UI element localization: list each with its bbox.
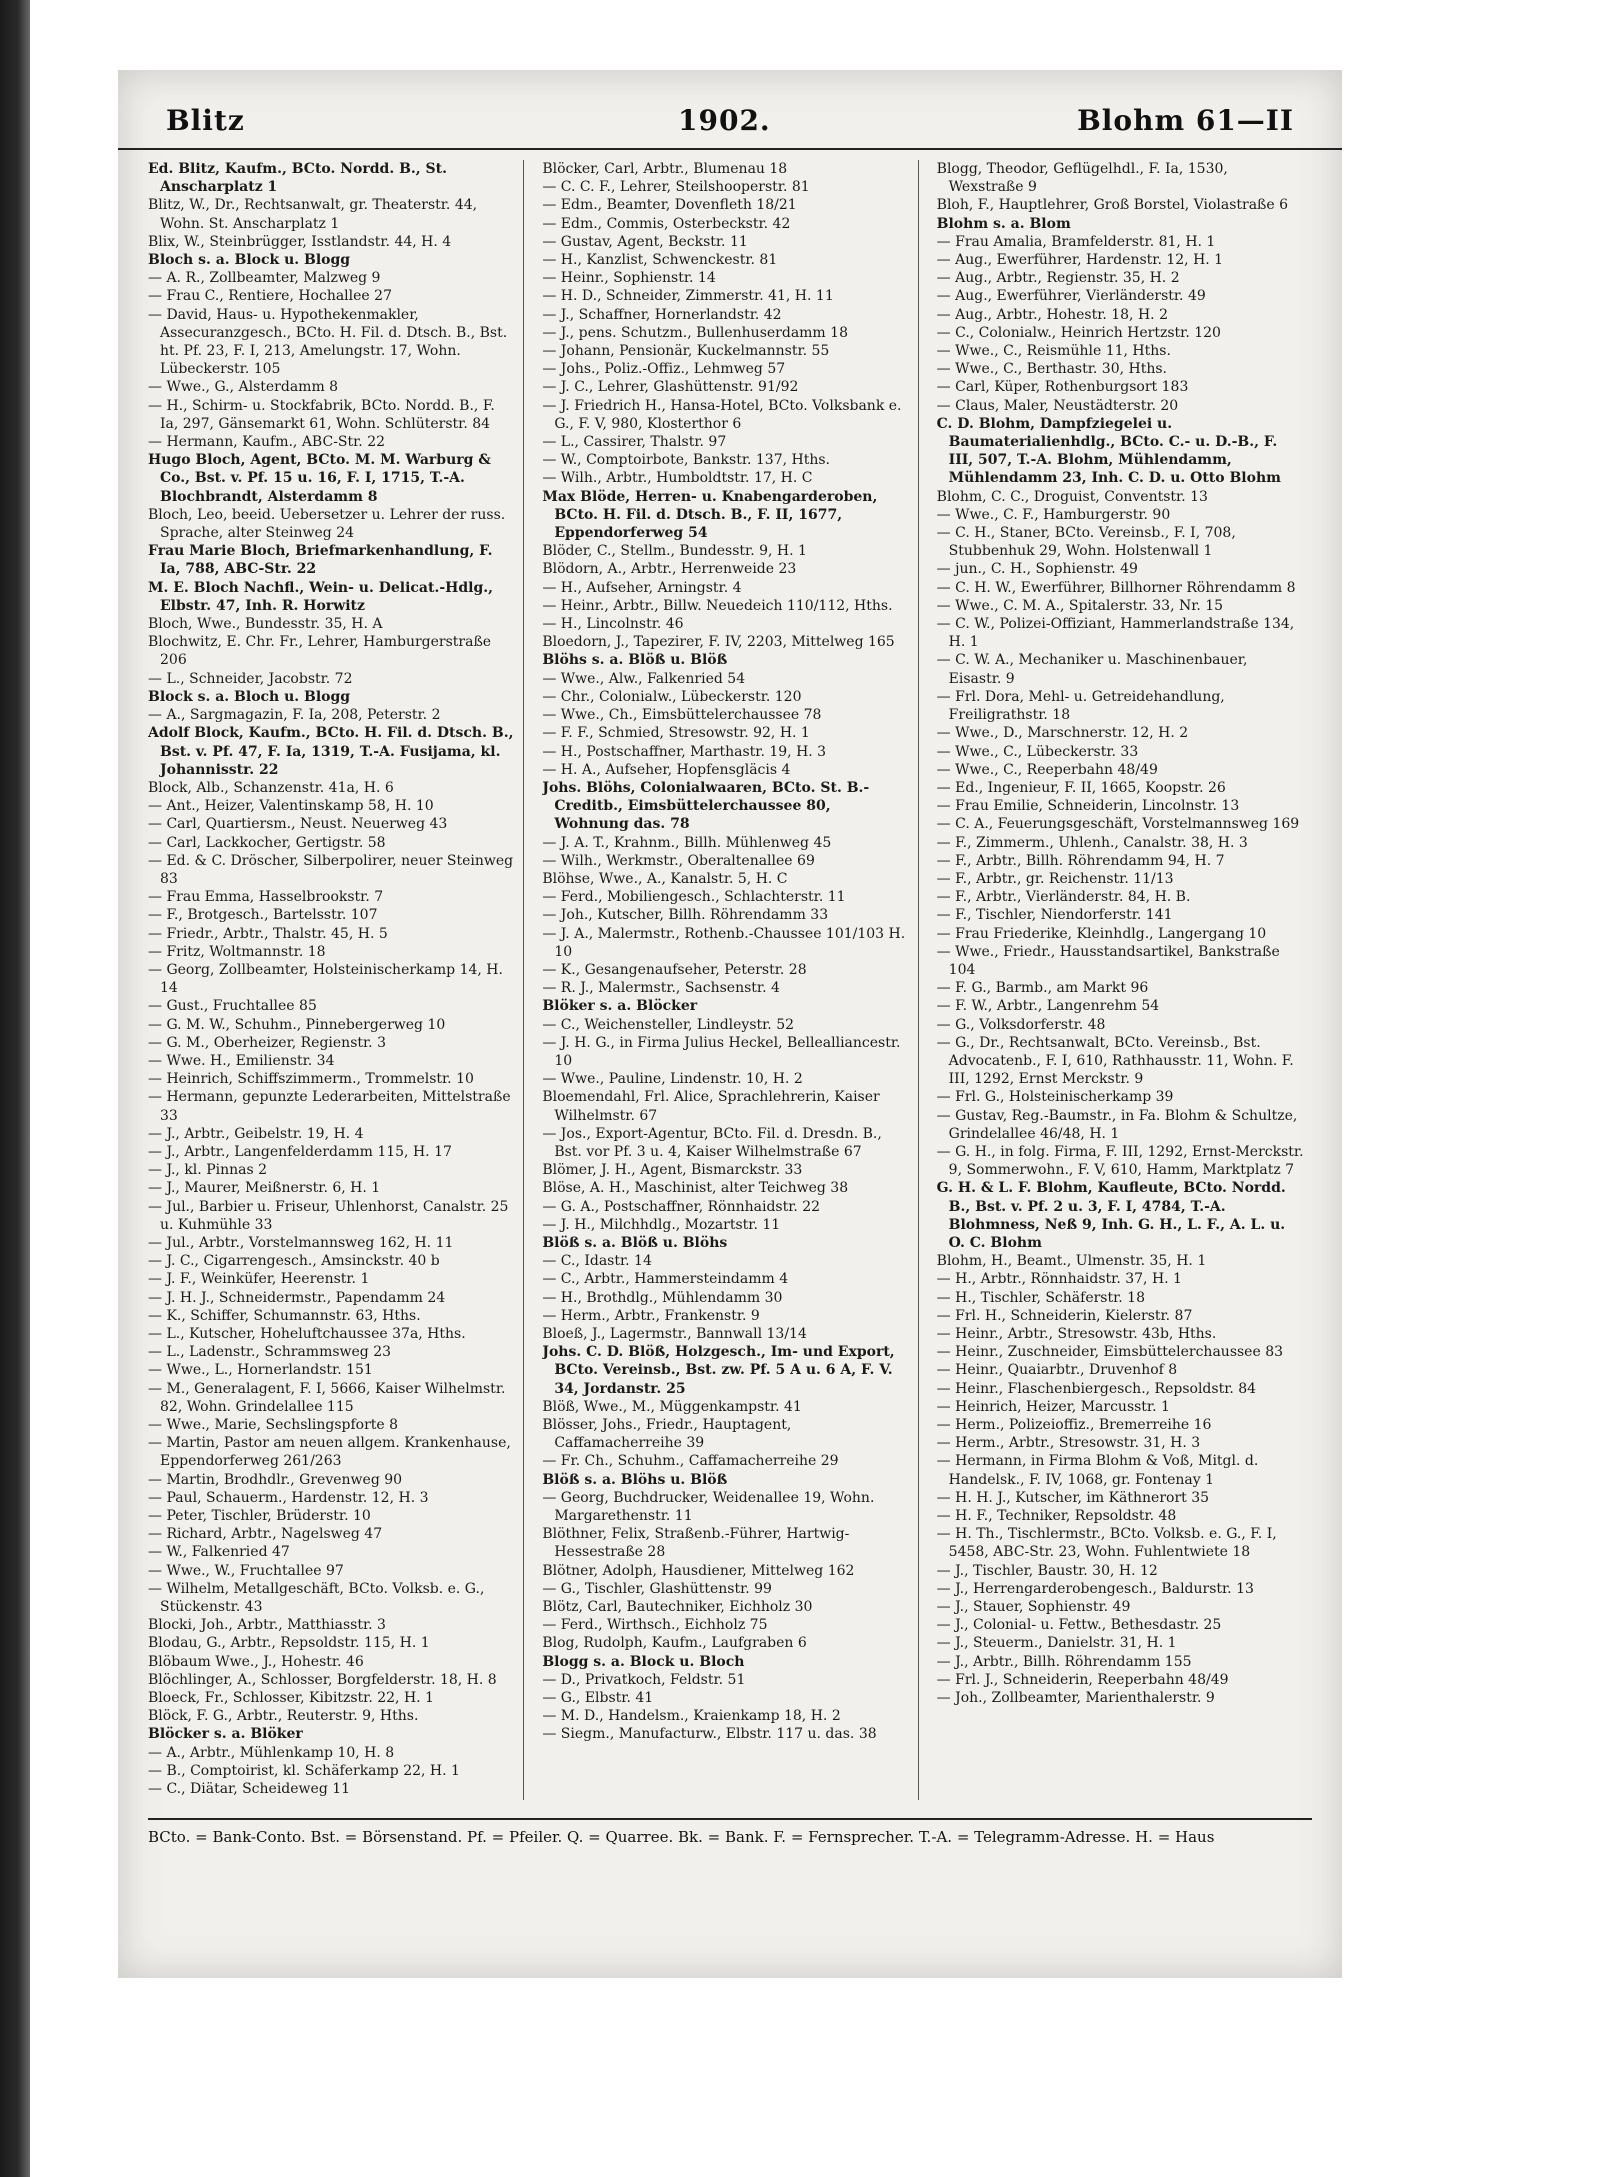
directory-entry: Blogg, Theodor, Geflügelhdl., F. Ia, 1530, Wexstraße 9 [936, 161, 1228, 196]
directory-entry: — Heinrich, Schiffszimmerm., Trommelstr. 10 [148, 1071, 474, 1088]
directory-entry: — Georg, Zollbeamter, Holsteinischerkamp 14, H. 14 [148, 961, 503, 997]
directory-entry: — J., kl. Pinnas 2 [148, 1162, 268, 1179]
directory-entry: — G. A., Postschaffner, Rönnhaidstr. 22 [542, 1198, 821, 1215]
directory-entry: Blöker s. a. Blöcker [542, 998, 698, 1015]
directory-entry: — Wwe., G., Alsterdamm 8 [148, 379, 339, 396]
directory-entry: — C. W., Polizei-Offiziant, Hammerlandstraße 134, H. 1 [936, 616, 1295, 651]
directory-entry: Johs. C. D. Blöß, Holzgesch., Im- und Export, BCto. Vereinsb., Bst. zw. Pf. 5 A u. 6 A, F. V. 34, Jordanstr. 25 [542, 1344, 895, 1397]
directory-entry: — J. H., Milchhdlg., Mozartstr. 11 [542, 1216, 781, 1233]
directory-entry: — Carl, Quartiersm., Neust. Neuerweg 43 [148, 816, 448, 833]
directory-entry: — K., Schiffer, Schumannstr. 63, Hths. [148, 1307, 421, 1324]
directory-columns [148, 160, 1312, 1800]
directory-entry: Blöse, A. H., Maschinist, alter Teichweg 38 [542, 1180, 849, 1197]
directory-entry: — Wwe., C., Lübeckerstr. 33 [936, 743, 1139, 760]
directory-entry: — Wilh., Werkmstr., Oberaltenallee 69 [542, 852, 815, 869]
directory-entry: — Wwe., Ch., Eimsbüttelerchaussee 78 [542, 707, 822, 724]
directory-entry: — Hermann, gepunzte Lederarbeiten, Mittelstraße 33 [148, 1089, 511, 1124]
directory-entry: — A. R., Zollbeamter, Malzweg 9 [148, 270, 381, 287]
directory-entry: — B., Comptoirist, kl. Schäferkamp 22, H. 1 [148, 1762, 460, 1779]
directory-entry: Blog, Rudolph, Kaufm., Laufgraben 6 [542, 1635, 807, 1652]
directory-entry: Max Blöde, Herren- u. Knabengarderoben, BCto. H. Fil. d. Dtsch. B., F. II, 1677, Eppendorferweg 54 [542, 488, 878, 542]
directory-entry: — G., Tischler, Glashüttenstr. 99 [542, 1580, 772, 1597]
directory-entry: Blodau, G., Arbtr., Repsoldstr. 115, H. 1 [148, 1635, 430, 1652]
directory-entry: — Siegm., Manufacturw., Elbstr. 117 u. das. 38 [542, 1726, 877, 1743]
directory-entry: — Carl, Küper, Rothenburgsort 183 [936, 379, 1189, 396]
directory-entry: Blöhs s. a. Blöß u. Blöß [542, 652, 728, 669]
directory-entry: Blödorn, A., Arbtr., Herrenweide 23 [542, 561, 797, 578]
directory-entry: — Frl. H., Schneiderin, Kielerstr. 87 [936, 1307, 1193, 1324]
directory-entry: — Heinr., Zuschneider, Eimsbüttelerchaussee 83 [936, 1344, 1284, 1361]
directory-entry: — J., Tischler, Baustr. 30, H. 12 [936, 1562, 1158, 1579]
directory-entry: — J. H. J., Schneidermstr., Papendamm 24 [148, 1289, 446, 1306]
directory-entry: — Aug., Arbtr., Hohestr. 18, H. 2 [936, 306, 1168, 323]
directory-entry: Bloemendahl, Frl. Alice, Sprachlehrerin, Kaiser Wilhelmstr. 67 [542, 1089, 880, 1124]
directory-entry: — Wwe., C., Reeperbahn 48/49 [936, 761, 1158, 778]
header-left-keyword: Blitz [166, 104, 245, 137]
directory-entry: — Frl. J., Schneiderin, Reeperbahn 48/49 [936, 1671, 1229, 1688]
directory-entry: — Paul, Schauerm., Hardenstr. 12, H. 3 [148, 1489, 429, 1506]
directory-entry: — David, Haus- u. Hypothekenmakler, Assecuranzgesch., BCto. H. Fil. d. Dtsch. B., Bst. ht. Pf. 23, F. I, 213, Amelungstr. 17, Wohn. Lübeckerstr. 105 [148, 306, 508, 378]
directory-entry: Blöß s. a. Blöhs u. Blöß [542, 1471, 728, 1488]
directory-entry: — Ferd., Mobiliengesch., Schlachterstr. 11 [542, 889, 846, 906]
directory-entry: Hugo Bloch, Agent, BCto. M. M. Warburg & Co., Bst. v. Pf. 15 u. 16, F. I, 1715, T.-A. Blochbrandt, Alsterdamm 8 [148, 452, 491, 505]
directory-entry: — Wilh., Arbtr., Humboldtstr. 17, H. C [542, 470, 813, 487]
directory-entry: — H. F., Techniker, Repsoldstr. 48 [936, 1508, 1177, 1525]
directory-entry: Bloch, Wwe., Bundesstr. 35, H. A [148, 616, 383, 633]
directory-entry: — F., Arbtr., Vierländerstr. 84, H. B. [936, 889, 1191, 906]
directory-entry: Blösser, Johs., Friedr., Hauptagent, Caffamacherreihe 39 [542, 1417, 792, 1452]
directory-entry: — C., Weichensteller, Lindleystr. 52 [542, 1016, 795, 1033]
directory-entry: — L., Ladenstr., Schrammsweg 23 [148, 1344, 392, 1361]
directory-entry: — Aug., Ewerführer, Vierländerstr. 49 [936, 288, 1206, 305]
directory-entry: Bloedorn, J., Tapezirer, F. IV, 2203, Mittelweg 165 [542, 634, 895, 651]
directory-entry: C. D. Blohm, Dampfziegelei u. Baumaterialienhdlg., BCto. C.- u. D.-B., F. III, 507, T.-A. Blohm, Mühlendamm, Mühlendamm 23, Inh. C. D. u. Otto Blohm [936, 415, 1281, 487]
directory-entry: — F. G., Barmb., am Markt 96 [936, 980, 1149, 997]
directory-entry: Blohm, H., Beamt., Ulmenstr. 35, H. 1 [936, 1253, 1207, 1270]
column-3 [937, 160, 1312, 1800]
directory-entry: — Wwe., C. M. A., Spitalerstr. 33, Nr. 15 [936, 597, 1224, 614]
directory-entry: Adolf Block, Kaufm., BCto. H. Fil. d. Dtsch. B., Bst. v. Pf. 47, F. Ia, 1319, T.-A. Fusijama, kl. Johannisstr. 22 [148, 725, 514, 778]
directory-entry: — M. D., Handelsm., Kraienkamp 18, H. 2 [542, 1708, 841, 1725]
directory-entry: — Gust., Fruchtallee 85 [148, 998, 317, 1015]
directory-entry: — C., Colonialw., Heinrich Hertzstr. 120 [936, 324, 1221, 341]
directory-entry: — Ant., Heizer, Valentinskamp 58, H. 10 [148, 798, 434, 815]
directory-entry: — Frl. Dora, Mehl- u. Getreidehandlung, Freiligrathstr. 18 [936, 688, 1225, 724]
directory-entry: — F., Zimmerm., Uhlenh., Canalstr. 38, H. 3 [936, 834, 1248, 851]
directory-entry: — H. H. J., Kutscher, im Käthnerort 35 [936, 1489, 1210, 1506]
directory-entry: — Heinr., Flaschenbiergesch., Repsoldstr. 84 [936, 1380, 1257, 1397]
directory-entry: — L., Schneider, Jacobstr. 72 [148, 670, 353, 687]
directory-entry: Blöchlinger, A., Schlosser, Borgfelderstr. 18, H. 8 [148, 1671, 497, 1688]
directory-entry: — C. H., Staner, BCto. Vereinsb., F. I, 708, Stubbenhuk 29, Wohn. Holstenwall 1 [936, 525, 1236, 560]
directory-entry: Johs. Blöhs, Colonialwaaren, BCto. St. B.-Creditb., Eimsbüttelerchaussee 80, Wohnung das. 78 [542, 779, 870, 833]
directory-entry: Blöcker, Carl, Arbtr., Blumenau 18 [542, 161, 788, 177]
directory-entry: — Friedr., Arbtr., Thalstr. 45, H. 5 [148, 925, 388, 942]
directory-entry: — Wwe., Pauline, Lindenstr. 10, H. 2 [542, 1071, 803, 1088]
directory-entry: — C., Diätar, Scheideweg 11 [148, 1781, 351, 1798]
directory-entry: — Jul., Barbier u. Friseur, Uhlenhorst, Canalstr. 25 u. Kuhmühle 33 [148, 1198, 509, 1233]
directory-entry: Blochwitz, E. Chr. Fr., Lehrer, Hamburgerstraße 206 [148, 634, 492, 669]
directory-entry: — J., Steuerm., Danielstr. 31, H. 1 [936, 1635, 1177, 1652]
directory-entry: — Jul., Arbtr., Vorstelmannsweg 162, H. 11 [148, 1234, 454, 1251]
directory-entry: — J. Friedrich H., Hansa-Hotel, BCto. Volksbank e. G., F. V, 980, Klosterthor 6 [542, 397, 902, 432]
directory-entry: — H., Aufseher, Arningstr. 4 [542, 579, 742, 596]
directory-entry: — J. C., Cigarrengesch., Amsinckstr. 40 b [148, 1253, 440, 1270]
directory-entry: Bloch, Leo, beeid. Uebersetzer u. Lehrer der russ. Sprache, alter Steinweg 24 [148, 506, 506, 542]
directory-entry: Bloeck, Fr., Schlosser, Kibitzstr. 22, H. 1 [148, 1690, 434, 1707]
directory-entry: Blöß s. a. Blöß u. Blöhs [542, 1234, 728, 1251]
directory-entry: — J. H. G., in Firma Julius Heckel, Bellealliancestr. 10 [542, 1034, 901, 1069]
directory-entry: — H. D., Schneider, Zimmerstr. 41, H. 11 [542, 288, 834, 305]
directory-entry: — F., Brotgesch., Bartelsstr. 107 [148, 907, 378, 924]
directory-entry: — H., Schirm- u. Stockfabrik, BCto. Nordd. B., F. Ia, 297, Gänsemarkt 61, Wohn. Schlüterstr. 84 [148, 397, 495, 432]
directory-entry: — Edm., Beamter, Dovenfleth 18/21 [542, 197, 797, 214]
directory-entry: Blohm s. a. Blom [936, 215, 1071, 232]
directory-entry: — F., Arbtr., Billh. Röhrendamm 94, H. 7 [936, 852, 1225, 869]
directory-entry: — Johann, Pensionär, Kuckelmannstr. 55 [542, 343, 830, 360]
directory-entry: — Wwe., W., Fruchtallee 97 [148, 1562, 344, 1579]
directory-entry: — Frau C., Rentiere, Hochallee 27 [148, 288, 392, 305]
binding-edge [0, 0, 30, 2177]
directory-entry: — Ed. & C. Dröscher, Silberpolirer, neuer Steinweg 83 [148, 852, 514, 887]
directory-entry: — Heinr., Arbtr., Billw. Neuedeich 110/112, Hths. [542, 597, 893, 614]
header-right-keyword-page: Blohm 61—II [1077, 104, 1294, 137]
directory-entry: — Jos., Export-Agentur, BCto. Fil. d. Dresdn. B., Bst. vor Pf. 3 u. 4, Kaiser Wilhelmstraße 67 [542, 1125, 882, 1160]
directory-entry: — Gustav, Agent, Beckstr. 11 [542, 233, 748, 250]
directory-entry: — G., Dr., Rechtsanwalt, BCto. Vereinsb., Bst. Advocatenb., F. I, 610, Rathhausstr. 11, Wohn. F. III, 1292, Ernst Merckstr. 9 [936, 1034, 1294, 1088]
directory-entry: — Gustav, Reg.-Baumstr., in Fa. Blohm & Schultze, Grindelallee 46/48, H. 1 [936, 1107, 1298, 1142]
directory-entry: — Frau Emma, Hasselbrookstr. 7 [148, 889, 384, 906]
directory-entry: Blocki, Joh., Arbtr., Matthiasstr. 3 [148, 1617, 386, 1634]
directory-entry: — Fr. Ch., Schuhm., Caffamacherreihe 29 [542, 1453, 839, 1470]
directory-entry: — Frau Friederike, Kleinhdlg., Langergang 10 [936, 925, 1267, 942]
directory-entry: — Edm., Commis, Osterbeckstr. 42 [542, 215, 791, 232]
directory-entry: — J., Colonial- u. Fettw., Bethesdastr. 25 [936, 1617, 1222, 1634]
directory-entry: — W., Falkenried 47 [148, 1544, 290, 1561]
directory-entry: — Peter, Tischler, Brüderstr. 10 [148, 1508, 371, 1525]
directory-entry: — Frl. G., Holsteinischerkamp 39 [936, 1089, 1174, 1106]
directory-entry: — F., Tischler, Niendorferstr. 141 [936, 907, 1173, 924]
directory-entry: — Hermann, in Firma Blohm & Voß, Mitgl. d. Handelsk., F. IV, 1068, gr. Fontenay 1 [936, 1453, 1259, 1488]
directory-entry: Bloeß, J., Lagermstr., Bannwall 13/14 [542, 1326, 807, 1342]
directory-entry: — Carl, Lackkocher, Gertigstr. 58 [148, 834, 386, 851]
directory-entry: — R. J., Malermstr., Sachsenstr. 4 [542, 980, 780, 997]
directory-entry: — Fritz, Woltmannstr. 18 [148, 943, 326, 960]
directory-entry: — F. W., Arbtr., Langenrehm 54 [936, 998, 1160, 1015]
directory-entry: — Ed., Ingenieur, F. II, 1665, Koopstr. 26 [936, 779, 1226, 796]
directory-entry: Ed. Blitz, Kaufm., BCto. Nordd. B., St. Anscharplatz 1 [148, 161, 448, 196]
directory-entry: — J., Arbtr., Geibelstr. 19, H. 4 [148, 1125, 364, 1142]
directory-entry: Blömer, J. H., Agent, Bismarckstr. 33 [542, 1162, 803, 1179]
directory-entry: — Herm., Arbtr., Stresowstr. 31, H. 3 [936, 1435, 1201, 1452]
directory-entry: — J. A. T., Krahnm., Billh. Mühlenweg 45 [542, 834, 832, 851]
directory-entry: — J. C., Lehrer, Glashüttenstr. 91/92 [542, 379, 799, 396]
directory-entry: — J., Stauer, Sophienstr. 49 [936, 1599, 1131, 1616]
directory-entry: — C. C. F., Lehrer, Steilshooperstr. 81 [542, 179, 810, 196]
directory-entry: — G. M. W., Schuhm., Pinnebergerweg 10 [148, 1016, 446, 1033]
directory-entry: Blix, W., Steinbrügger, Isstlandstr. 44, H. 4 [148, 233, 452, 250]
directory-entry: — Richard, Arbtr., Nagelsweg 47 [148, 1526, 383, 1543]
page-header [118, 104, 1342, 150]
directory-entry: — Georg, Buchdrucker, Weidenallee 19, Wohn. Margarethenstr. 11 [542, 1489, 875, 1525]
directory-entry: — Heinr., Quaiarbtr., Druvenhof 8 [936, 1362, 1178, 1379]
directory-entry: — Wwe., Friedr., Hausstandsartikel, Bankstraße 104 [936, 943, 1280, 978]
directory-entry: — Wwe., L., Hornerlandstr. 151 [148, 1362, 373, 1379]
directory-entry: — C., Arbtr., Hammersteindamm 4 [542, 1271, 789, 1288]
directory-entry: — J., Maurer, Meißnerstr. 6, H. 1 [148, 1180, 381, 1197]
directory-entry: — D., Privatkoch, Feldstr. 51 [542, 1671, 746, 1688]
header-year: 1902. [678, 104, 771, 137]
directory-entry: Blöcker s. a. Blöker [148, 1726, 303, 1743]
directory-entry: — A., Arbtr., Mühlenkamp 10, H. 8 [148, 1744, 395, 1761]
directory-entry: Blohm, C. C., Droguist, Conventstr. 13 [936, 488, 1208, 505]
directory-entry: Blogg s. a. Block u. Bloch [542, 1653, 745, 1670]
directory-entry: — Wwe., Marie, Sechslingspforte 8 [148, 1417, 399, 1434]
directory-entry: — L., Kutscher, Hoheluftchaussee 37a, Hths. [148, 1326, 466, 1342]
directory-entry: — Herm., Polizeioffiz., Bremerreihe 16 [936, 1417, 1212, 1434]
directory-entry: — H., Postschaffner, Marthastr. 19, H. 3 [542, 743, 827, 760]
directory-entry: — F. F., Schmied, Stresowstr. 92, H. 1 [542, 725, 810, 742]
directory-entry: Blöck, F. G., Arbtr., Reuterstr. 9, Hths. [148, 1708, 419, 1725]
directory-entry: — Hermann, Kaufm., ABC-Str. 22 [148, 434, 386, 451]
directory-entry: — J. F., Weinküfer, Heerenstr. 1 [148, 1271, 370, 1288]
directory-entry: — Joh., Kutscher, Billh. Röhrendamm 33 [542, 907, 829, 924]
directory-entry: Bloch s. a. Block u. Blogg [148, 252, 351, 269]
directory-entry: M. E. Bloch Nachfl., Wein- u. Delicat.-Hdlg., Elbstr. 47, Inh. R. Horwitz [148, 579, 494, 614]
directory-entry: — H., Lincolnstr. 46 [542, 616, 684, 633]
directory-entry: — H., Brothdlg., Mühlendamm 30 [542, 1289, 783, 1306]
directory-entry: — Martin, Brodhdlr., Grevenweg 90 [148, 1471, 403, 1488]
directory-entry: Blöß, Wwe., M., Müggenkampstr. 41 [542, 1398, 802, 1415]
directory-entry: — W., Comptoirbote, Bankstr. 137, Hths. [542, 452, 830, 469]
directory-entry: Blitz, W., Dr., Rechtsanwalt, gr. Theaterstr. 44, Wohn. St. Anscharplatz 1 [148, 197, 478, 232]
directory-entry: Frau Marie Bloch, Briefmarkenhandlung, F. Ia, 788, ABC-Str. 22 [148, 543, 493, 578]
directory-entry: — H., Kanzlist, Schwenckestr. 81 [542, 252, 778, 269]
directory-entry: — Ferd., Wirthsch., Eichholz 75 [542, 1617, 768, 1634]
directory-entry: — Frau Amalia, Bramfelderstr. 81, H. 1 [936, 233, 1216, 250]
directory-entry: — G. H., in folg. Firma, F. III, 1292, Ernst-Merckstr. 9, Sommerwohn., F. V, 610, Hamm, Marktplatz 7 [936, 1143, 1304, 1179]
directory-entry: — H., Arbtr., Rönnhaidstr. 37, H. 1 [936, 1271, 1182, 1288]
directory-entry: — J., Arbtr., Billh. Röhrendamm 155 [936, 1653, 1192, 1670]
directory-entry: — J., Arbtr., Langenfelderdamm 115, H. 17 [148, 1143, 452, 1160]
directory-entry: — Aug., Arbtr., Regienstr. 35, H. 2 [936, 270, 1180, 287]
directory-entry: Blöthner, Felix, Straßenb.-Führer, Hartwig-Hessestraße 28 [542, 1526, 850, 1561]
directory-entry: Blöbaum Wwe., J., Hohestr. 46 [148, 1653, 364, 1670]
directory-entry: — Wwe., C., Reismühle 11, Hths. [936, 343, 1171, 360]
directory-entry: — G., Elbstr. 41 [542, 1690, 654, 1707]
directory-entry: — M., Generalagent, F. I, 5666, Kaiser Wilhelmstr. 82, Wohn. Grindelallee 115 [148, 1380, 506, 1415]
directory-entry: — jun., C. H., Sophienstr. 49 [936, 561, 1138, 578]
directory-entry: — Claus, Maler, Neustädterstr. 20 [936, 397, 1179, 414]
directory-entry: — Wwe. H., Emilienstr. 34 [148, 1052, 335, 1069]
directory-entry: — Heinr., Sophienstr. 14 [542, 270, 716, 287]
directory-entry: — Wilhelm, Metallgeschäft, BCto. Volksb. e. G., Stückenstr. 43 [148, 1580, 485, 1616]
directory-entry: — J., pens. Schutzm., Bullenhuserdamm 18 [542, 324, 848, 341]
directory-entry: — Wwe., C. F., Hamburgerstr. 90 [936, 506, 1171, 523]
directory-entry: — Wwe., D., Marschnerstr. 12, H. 2 [936, 725, 1189, 742]
column-1 [148, 160, 524, 1800]
directory-entry: Block, Alb., Schanzenstr. 41a, H. 6 [148, 779, 394, 796]
directory-entry: — F., Arbtr., gr. Reichenstr. 11/13 [936, 870, 1174, 887]
directory-entry: — C. W. A., Mechaniker u. Maschinenbauer, Eisastr. 9 [936, 652, 1248, 687]
directory-entry: — C. A., Feuerungsgeschäft, Vorstelmannsweg 169 [936, 816, 1300, 833]
directory-entry: — H. Th., Tischlermstr., BCto. Volksb. e. G., F. I, 5458, ABC-Str. 23, Wohn. Fuhlentwiete 18 [936, 1526, 1277, 1561]
directory-entry: Blöhse, Wwe., A., Kanalstr. 5, H. C [542, 870, 788, 887]
directory-entry: — Herm., Arbtr., Frankenstr. 9 [542, 1307, 760, 1324]
directory-entry: — G., Volksdorferstr. 48 [936, 1016, 1106, 1033]
directory-entry: — J., Schaffner, Hornerlandstr. 42 [542, 306, 782, 323]
directory-entry: — J. A., Malermstr., Rothenb.-Chaussee 101/103 H. 10 [542, 925, 906, 960]
directory-entry: Blötz, Carl, Bautechniker, Eichholz 30 [542, 1599, 813, 1616]
directory-entry: Blöder, C., Stellm., Bundesstr. 9, H. 1 [542, 543, 807, 560]
directory-entry: — Heinr., Arbtr., Stresowstr. 43b, Hths. [936, 1326, 1217, 1342]
directory-entry: — Johs., Poliz.-Offiz., Lehmweg 57 [542, 361, 786, 378]
directory-entry: — H., Tischler, Schäferstr. 18 [936, 1289, 1145, 1306]
directory-entry: — Joh., Zollbeamter, Marienthalerstr. 9 [936, 1690, 1215, 1707]
directory-entry: — Martin, Pastor am neuen allgem. Krankenhause, Eppendorferweg 261/263 [148, 1435, 511, 1470]
directory-entry: — Wwe., C., Berthastr. 30, Hths. [936, 361, 1167, 378]
directory-entry: — J., Herrengarderobengesch., Baldurstr. 13 [936, 1580, 1254, 1597]
directory-entry: — G. M., Oberheizer, Regienstr. 3 [148, 1034, 386, 1051]
directory-entry: — A., Sargmagazin, F. Ia, 208, Peterstr. 2 [148, 707, 441, 724]
directory-entry: — C. H. W., Ewerführer, Billhorner Röhrendamm 8 [936, 579, 1296, 596]
directory-entry: Blötner, Adolph, Hausdiener, Mittelweg 162 [542, 1562, 855, 1579]
directory-entry: — Heinrich, Heizer, Marcusstr. 1 [936, 1398, 1170, 1415]
directory-entry: — K., Gesangenaufseher, Peterstr. 28 [542, 961, 807, 978]
directory-entry: Bloh, F., Hauptlehrer, Groß Borstel, Violastraße 6 [936, 197, 1289, 214]
directory-entry: — Frau Emilie, Schneiderin, Lincolnstr. 13 [936, 798, 1240, 815]
directory-entry: — Wwe., Alw., Falkenried 54 [542, 670, 746, 687]
directory-entry: — L., Cassirer, Thalstr. 97 [542, 434, 727, 451]
directory-entry: — Aug., Ewerführer, Hardenstr. 12, H. 1 [936, 252, 1224, 269]
directory-entry: — C., Idastr. 14 [542, 1253, 652, 1270]
directory-entry: G. H. & L. F. Blohm, Kaufleute, BCto. Nordd. B., Bst. v. Pf. 2 u. 3, F. I, 4784, T.-A. Blohmness, Neß 9, Inh. G. H., L. F., A. L. u. O. C. Blohm [936, 1180, 1286, 1251]
abbreviation-legend: BCto. = Bank-Conto. Bst. = Börsenstand. Pf. = Pfeiler. Q. = Quarree. Bk. = Bank. F. = Fernsprecher. T.-A. = Telegramm-Adresse. H. = Haus [148, 1818, 1312, 1846]
directory-entry: Block s. a. Bloch u. Blogg [148, 688, 351, 705]
directory-entry: — Chr., Colonialw., Lübeckerstr. 120 [542, 688, 802, 705]
directory-entry: — H. A., Aufseher, Hopfensgläcis 4 [542, 761, 791, 778]
directory-page [118, 70, 1342, 1978]
column-2 [542, 160, 918, 1800]
